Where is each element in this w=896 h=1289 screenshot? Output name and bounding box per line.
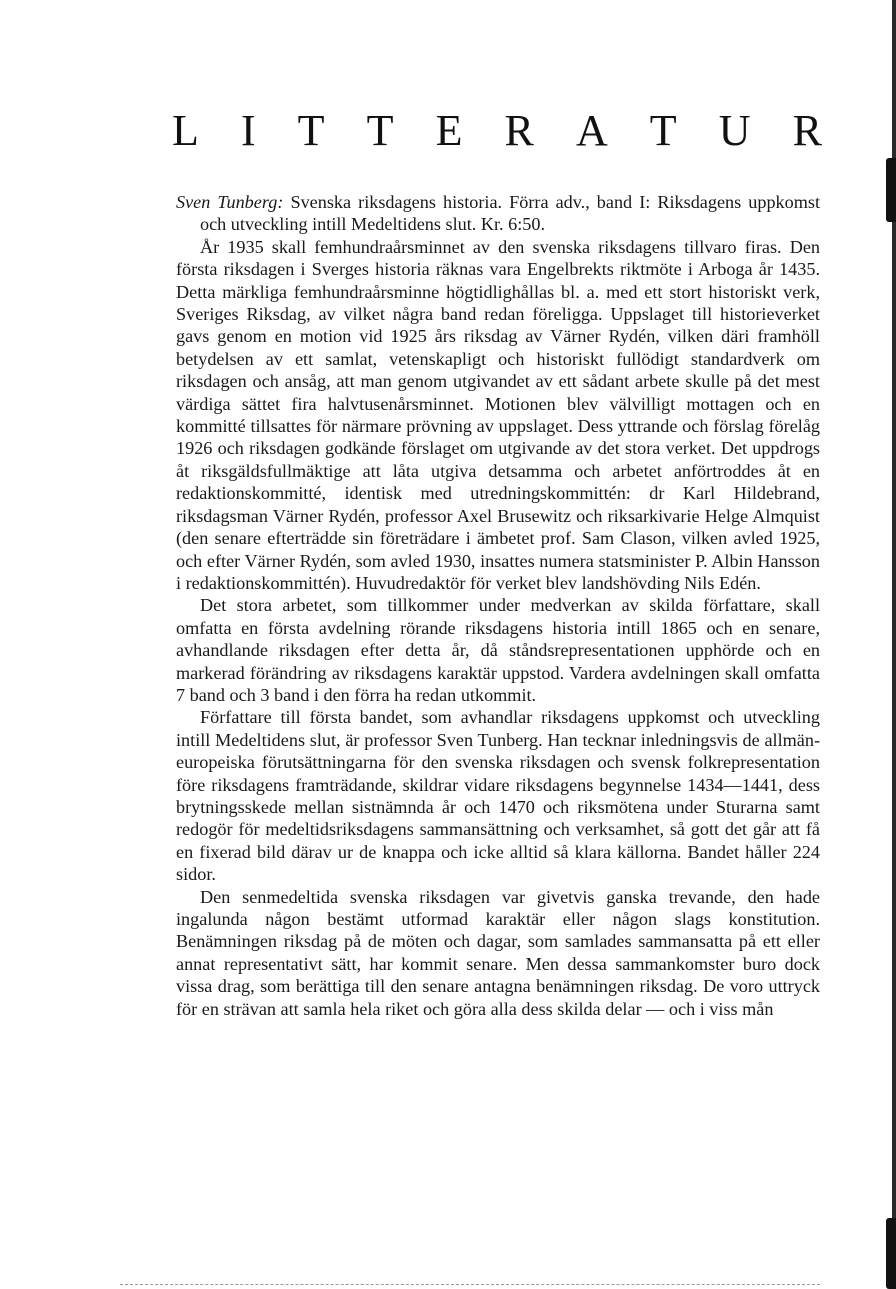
citation-text: Svenska riksdagens historia. Förra adv., band I: Riksdagens uppkomst och utveckling intill Medeltidens slut. Kr. 6:50. <box>200 192 821 235</box>
title-letter: T <box>297 106 325 155</box>
bottom-scan-line <box>120 1284 820 1286</box>
title-letter: T <box>649 106 677 155</box>
title-letter: U <box>718 106 751 155</box>
title-letter: R <box>792 106 822 155</box>
title-letter: L <box>172 106 199 155</box>
paragraph: Det stora arbetet, som tillkommer under medverkan av skilda författare, skall omfatta en första avdelning rörande riksdagens historia intill 1865 och en senare, avhandlande riksdagen efter detta år, då ståndsrepresentationen upphörde och en markerad förändring av riksdagens karaktär uppstod. Vardera avdelningen skall omfatta 7 band och 3 band i den förra ha redan utkommit. <box>176 595 820 705</box>
paragraph: År 1935 skall femhundraårsminnet av den svenska riksdagens tillvaro firas. Den första riksdagen i Sverges historia räknas vara Engelbrekts riktmöte i Arboga år 1435. Detta märkliga femhundraårsminne högtidlighållas bl. a. med ett stort historiskt verk, Sveriges Riksdag, av vilket några band redan föreligga. Uppslaget till historieverket gavs genom en motion vid 1925 års riksdag av Värner Rydén, vilken däri framhöll betydelsen av ett samlat, vetenskapligt och historiskt fullödigt standardverk om riksdagen och ansåg, att man genom utgivandet av ett sådant arbete skulle på det mest värdiga sättet fira halvtusenårsminnet. Motionen blev välvilligt mottagen och en kommitté tillsattes för närmare prövning av uppslaget. Dess yttrande och förslag förelåg 1926 och riksdagen godkände förslaget om utgivande av det stora verket. Det uppdrogs åt riksgäldsfullmäktige att låta utgiva detsamma och arbetet anförtroddes åt en redaktionskommitté, identisk med utredningskommittén: dr Karl Hildebrand, riksdagsman Värner Rydén, professor Axel Brusewitz och riksarkivarie Helge Almquist (den senare efterträdde sin företrädare i ämbetet prof. Sam Clason, vilken avled 1925, och efter Värner Rydén, som avled 1930, insattes numera statsminister P. Albin Hansson i redaktionskommittén). Huvudredaktör för verket blev landshövding Nils Edén. <box>176 236 820 593</box>
title-letter: E <box>435 106 463 155</box>
title-letter: T <box>366 106 394 155</box>
article-body <box>176 191 820 1020</box>
citation-author: Sven Tunberg: <box>176 192 284 212</box>
paragraph: Författare till första bandet, som avhandlar riksdagens uppkomst och utveckling intill Medeltidens slut, är professor Sven Tunberg. Han tecknar inledningsvis de allmän-europeiska förutsättningarna för den svenska riksdagen och svensk folkrepresentation före riksdagens framträdande, skildrar vidare riksdagens begynnelse 1434—1441, dess brytningsskede mellan sistnämnda år och 1470 och riksmötena under Sturarna samt redogör för medeltidsriksdagens sammansättning och verksamhet, så gott det går att få en fixerad bild därav ur de knappa och icke alltid så klara källorna. Bandet håller 224 sidor. <box>176 707 820 885</box>
binding-mark-bottom <box>886 1218 896 1289</box>
book-citation <box>176 191 820 236</box>
binding-mark-top <box>886 158 896 222</box>
title-letter: I <box>240 106 256 155</box>
paragraph: Den senmedeltida svenska riksdagen var givetvis ganska trevande, den hade ingalunda någon bestämt utformad karaktär eller någon slags konstitution. Benämningen riksdag på de möten och dagar, som samlades sammansatta på ett eller annat representativt sätt, har kommit senare. Men dessa sammankomster buro dock vissa drag, som berättiga till den senare antagna benämningen riksdag. De voro uttryck för en strävan att samla hela riket och göra alla dess skilda delar — och i viss mån <box>176 886 820 1019</box>
title-letter: R <box>504 106 534 155</box>
page-title <box>172 106 822 156</box>
title-letter: A <box>575 106 608 155</box>
